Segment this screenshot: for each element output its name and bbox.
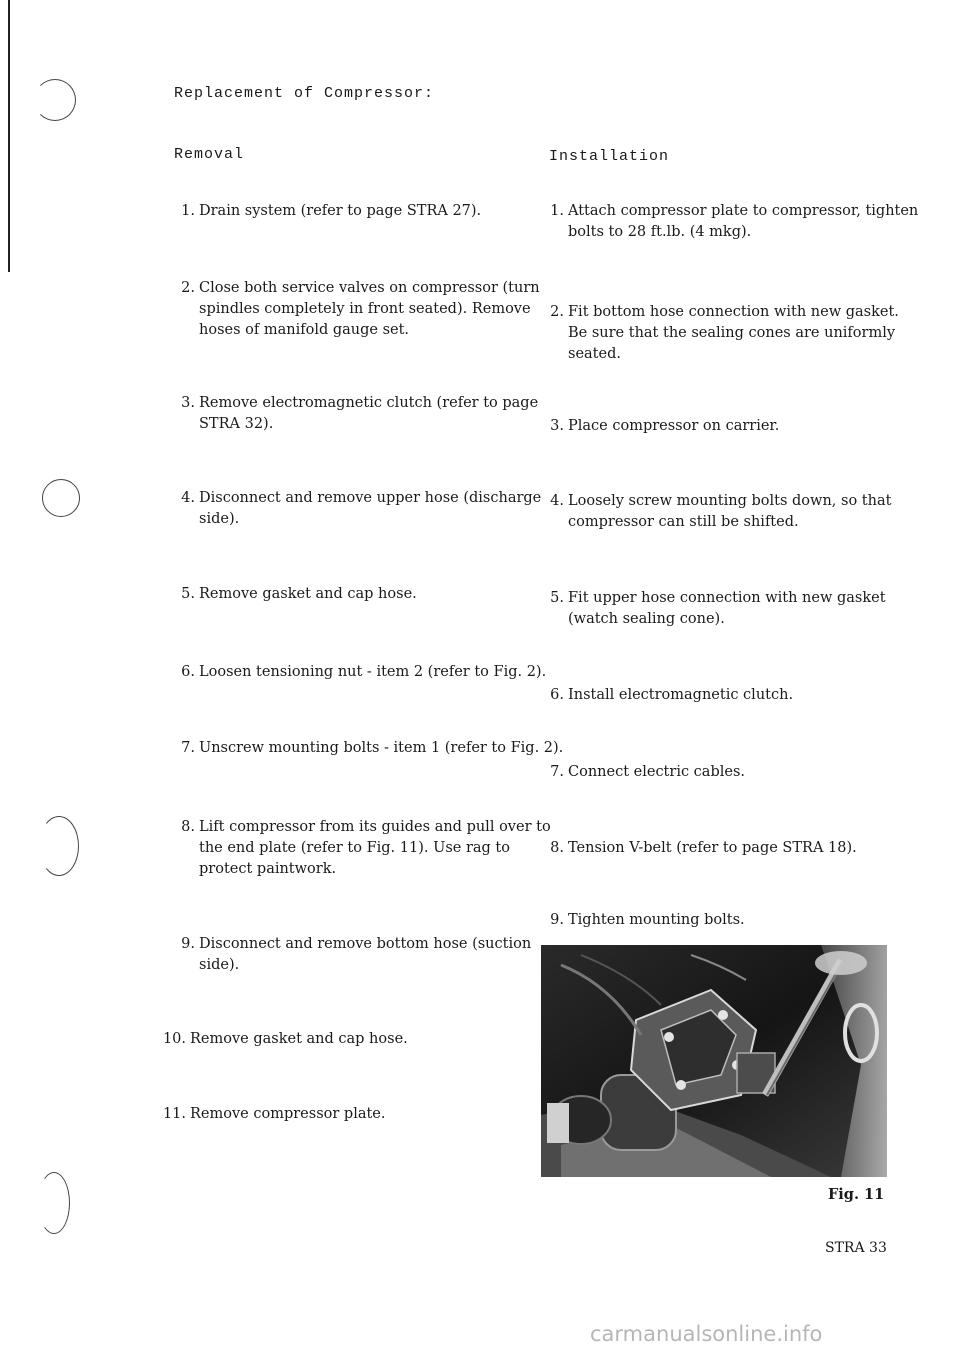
punch-hole-1 xyxy=(34,79,76,121)
compressor-photo xyxy=(541,945,887,1177)
removal-step xyxy=(181,393,569,435)
figure-caption: Fig. 11 xyxy=(828,1186,885,1203)
step-number: 6. xyxy=(550,687,564,703)
removal-step xyxy=(181,934,569,976)
step-text: compressor can still be shifted. xyxy=(568,514,799,530)
installation-step xyxy=(550,416,938,437)
step-text: Tighten mounting bolts. xyxy=(568,912,745,928)
removal-step xyxy=(181,488,569,530)
binder-rule xyxy=(8,0,10,272)
step-text: Loosen tensioning nut - item 2 (refer to Fig. 2). xyxy=(199,664,547,680)
page-title: Replacement of Compressor: xyxy=(174,85,435,102)
step-text: spindles completely in front seated). Remove xyxy=(199,301,531,317)
step-text: Loosely screw mounting bolts down, so that xyxy=(568,493,892,509)
step-text: Tension V-belt (refer to page STRA 18). xyxy=(568,840,857,856)
installation-step xyxy=(550,910,938,931)
removal-step xyxy=(181,662,569,683)
punch-hole-3 xyxy=(39,816,79,876)
step-text: Place compressor on carrier. xyxy=(568,418,780,434)
step-number: 4. xyxy=(181,490,195,506)
compressor-photo-illustration xyxy=(541,945,887,1177)
step-text: side). xyxy=(199,957,240,973)
step-text: Lift compressor from its guides and pull over to xyxy=(199,819,551,835)
step-text: Attach compressor plate to compressor, tighten xyxy=(568,203,919,219)
step-number: 2. xyxy=(181,280,195,296)
installation-step xyxy=(550,838,938,859)
removal-step xyxy=(181,817,569,880)
step-text: Remove gasket and cap hose. xyxy=(190,1031,408,1047)
step-text: Remove gasket and cap hose. xyxy=(199,586,417,602)
step-number: 9. xyxy=(550,912,564,928)
removal-step xyxy=(162,1104,560,1125)
step-number: 8. xyxy=(181,819,195,835)
step-text: STRA 32). xyxy=(199,416,274,432)
step-text: hoses of manifold gauge set. xyxy=(199,322,410,338)
step-text: Close both service valves on compressor (turn xyxy=(199,280,540,296)
removal-step xyxy=(181,278,569,341)
step-number: 8. xyxy=(550,840,564,856)
step-text: protect paintwork. xyxy=(199,861,337,877)
step-text: the end plate (refer to Fig. 11). Use rag to xyxy=(199,840,510,856)
step-text: bolts to 28 ft.lb. (4 mkg). xyxy=(568,224,752,240)
step-number: 5. xyxy=(181,586,195,602)
step-number: 4. xyxy=(550,493,564,509)
step-text: Fit bottom hose connection with new gasket. xyxy=(568,304,899,320)
step-text: Disconnect and remove bottom hose (suction xyxy=(199,936,532,952)
step-number: 1. xyxy=(550,203,564,219)
step-number: 5. xyxy=(550,590,564,606)
removal-step xyxy=(181,584,569,605)
step-number: 9. xyxy=(181,936,195,952)
page-number: STRA 33 xyxy=(825,1240,887,1256)
installation-heading: Installation xyxy=(549,148,670,165)
step-text: Remove compressor plate. xyxy=(190,1106,386,1122)
step-number: 2. xyxy=(550,304,564,320)
punch-hole-2 xyxy=(42,479,80,517)
removal-step xyxy=(181,201,569,222)
step-text: Unscrew mounting bolts - item 1 (refer to Fig. 2). xyxy=(199,740,564,756)
step-number: 6. xyxy=(181,664,195,680)
step-text: seated. xyxy=(568,346,621,362)
step-number: 1. xyxy=(181,203,195,219)
watermark: carmanualsonline.info xyxy=(590,1322,823,1346)
removal-step xyxy=(162,1029,560,1050)
installation-step xyxy=(550,588,938,630)
installation-step xyxy=(550,762,938,783)
step-number: 10. xyxy=(162,1031,186,1047)
step-text: Remove electromagnetic clutch (refer to page xyxy=(199,395,539,411)
step-number: 11. xyxy=(162,1106,186,1122)
step-text: Install electromagnetic clutch. xyxy=(568,687,794,703)
installation-step xyxy=(550,491,938,533)
step-text: Fit upper hose connection with new gasket xyxy=(568,590,886,606)
step-number: 3. xyxy=(181,395,195,411)
step-text: Disconnect and remove upper hose (discharge xyxy=(199,490,542,506)
step-text: (watch sealing cone). xyxy=(568,611,725,627)
step-text: Be sure that the sealing cones are uniformly xyxy=(568,325,896,341)
removal-heading: Removal xyxy=(174,146,245,163)
step-text: Drain system (refer to page STRA 27). xyxy=(199,203,482,219)
removal-step xyxy=(181,738,569,759)
step-number: 7. xyxy=(550,764,564,780)
step-number: 7. xyxy=(181,740,195,756)
step-text: Connect electric cables. xyxy=(568,764,746,780)
punch-hole-4 xyxy=(38,1172,70,1234)
installation-step xyxy=(550,302,938,365)
installation-step xyxy=(550,685,938,706)
step-text: side). xyxy=(199,511,240,527)
step-number: 3. xyxy=(550,418,564,434)
installation-step xyxy=(550,201,938,243)
